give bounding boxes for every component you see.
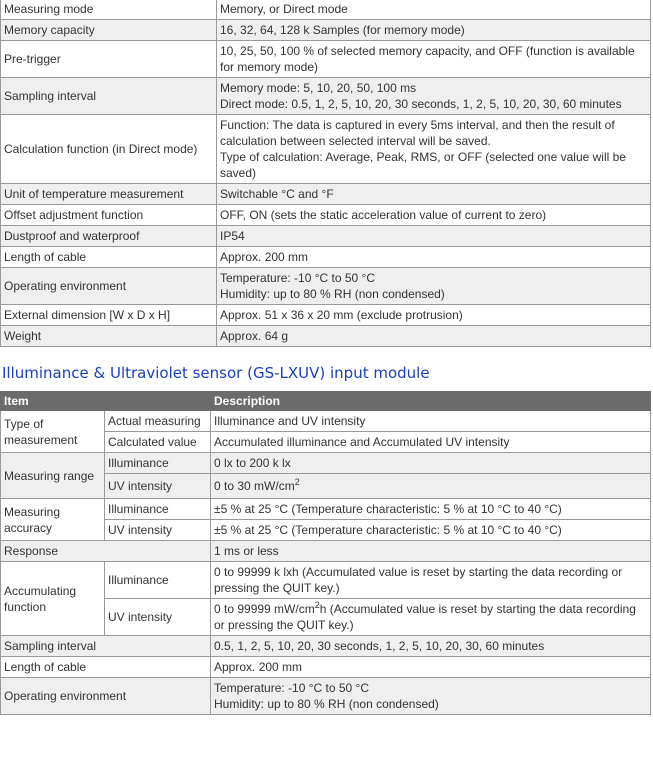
row-label: Sampling interval	[1, 78, 217, 115]
row-value	[217, 247, 651, 268]
row-value: 0 lx to 200 k lx	[211, 453, 651, 474]
row-label: Measuring mode	[1, 0, 217, 20]
value-line: Approx. 64 g	[220, 329, 289, 343]
value-line: IP54	[220, 229, 245, 243]
row-value	[217, 0, 651, 20]
table-row	[1, 184, 651, 205]
table-row	[1, 268, 651, 305]
row-label: Length of cable	[1, 657, 211, 678]
row-sublabel: Illuminance	[105, 453, 211, 474]
superscript: 2	[314, 600, 320, 610]
row-label: Weight	[1, 326, 217, 347]
table-row	[1, 678, 651, 715]
table-row	[1, 499, 651, 520]
row-label: Measuring range	[1, 453, 105, 499]
row-value: Approx. 200 mm	[211, 657, 651, 678]
row-label: Measuring accuracy	[1, 499, 105, 541]
value-text: 0 to 30 mW/cm	[214, 479, 295, 493]
row-value	[217, 226, 651, 247]
row-value	[217, 205, 651, 226]
table-row	[1, 326, 651, 347]
row-value: Accumulated illuminance and Accumulated UV intensity	[211, 432, 651, 453]
row-value	[211, 474, 651, 499]
header-item: Item	[1, 392, 211, 411]
row-sublabel: Calculated value	[105, 432, 211, 453]
value-line: Humidity: up to 80 % RH (non condensed)	[214, 697, 439, 711]
row-value	[211, 678, 651, 715]
value-text: h (Accumulated value is reset by starting the data recording or pressing the QUIT key.)	[214, 602, 636, 632]
row-value	[217, 326, 651, 347]
value-text: 0 to 99999 mW/cm	[214, 602, 315, 616]
table-row	[1, 20, 651, 41]
table-header-row	[1, 392, 651, 411]
row-label: Operating environment	[1, 678, 211, 715]
table-row	[1, 78, 651, 115]
value-line: Memory, or Direct mode	[220, 2, 348, 16]
row-sublabel: Actual measuring	[105, 411, 211, 432]
table-row	[1, 562, 651, 599]
superscript: 2	[294, 477, 300, 487]
table-row	[1, 0, 651, 20]
table-row	[1, 226, 651, 247]
value-line: Direct mode: 0.5, 1, 2, 5, 10, 20, 30 seconds, 1, 2, 5, 10, 20, 30, 60 minutes	[220, 97, 622, 111]
row-value	[211, 599, 651, 636]
row-label: Unit of temperature measurement	[1, 184, 217, 205]
table-row	[1, 411, 651, 432]
row-label: Type of measurement	[1, 411, 105, 453]
row-label: Pre-trigger	[1, 41, 217, 78]
value-line: Switchable °C and °F	[220, 187, 334, 201]
row-value: Illuminance and UV intensity	[211, 411, 651, 432]
table-row	[1, 453, 651, 474]
row-label: Offset adjustment function	[1, 205, 217, 226]
header-description: Description	[211, 392, 651, 411]
row-value: 1 ms or less	[211, 541, 651, 562]
row-label: Response	[1, 541, 211, 562]
row-sublabel: UV intensity	[105, 599, 211, 636]
row-label: Calculation function (in Direct mode)	[1, 115, 217, 184]
row-label: External dimension [W x D x H]	[1, 305, 217, 326]
value-line: Approx. 51 x 36 x 20 mm (exclude protrusion)	[220, 308, 463, 322]
row-value	[217, 78, 651, 115]
row-label: Dustproof and waterproof	[1, 226, 217, 247]
value-line: 10, 25, 50, 100 % of selected memory capacity, and OFF (function is available for memory mode)	[220, 44, 635, 74]
value-line: Temperature: -10 °C to 50 °C	[220, 271, 375, 285]
row-label: Memory capacity	[1, 20, 217, 41]
row-value	[217, 184, 651, 205]
row-sublabel: UV intensity	[105, 520, 211, 541]
row-value: 0.5, 1, 2, 5, 10, 20, 30 seconds, 1, 2, 5, 10, 20, 30, 60 minutes	[211, 636, 651, 657]
table-row	[1, 205, 651, 226]
row-value	[217, 20, 651, 41]
table-row	[1, 247, 651, 268]
row-label: Sampling interval	[1, 636, 211, 657]
table-row	[1, 541, 651, 562]
row-value	[217, 115, 651, 184]
value-line: Type of calculation: Average, Peak, RMS, or OFF (selected one value will be saved)	[220, 150, 626, 180]
row-sublabel: UV intensity	[105, 474, 211, 499]
row-value: ±5 % at 25 °C (Temperature characteristic: 5 % at 10 °C to 40 °C)	[211, 520, 651, 541]
spec-table-2	[0, 391, 651, 715]
spec-table-1	[0, 0, 651, 347]
row-value	[217, 268, 651, 305]
value-line: Memory mode: 5, 10, 20, 50, 100 ms	[220, 81, 417, 95]
value-line: Humidity: up to 80 % RH (non condensed)	[220, 287, 445, 301]
row-value	[217, 41, 651, 78]
value-line: Temperature: -10 °C to 50 °C	[214, 681, 369, 695]
row-label: Length of cable	[1, 247, 217, 268]
section-heading: Illuminance & Ultraviolet sensor (GS-LXUV) input module	[2, 364, 430, 382]
table-row	[1, 636, 651, 657]
row-value: 0 to 99999 k lxh (Accumulated value is reset by starting the data recording or pressing the QUIT key.)	[211, 562, 651, 599]
row-sublabel: Illuminance	[105, 562, 211, 599]
row-sublabel: Illuminance	[105, 499, 211, 520]
value-line: Function: The data is captured in every 5ms interval, and then the result of calculation between selected interval will be saved.	[220, 118, 615, 148]
row-label: Operating environment	[1, 268, 217, 305]
table-row	[1, 305, 651, 326]
table-row	[1, 657, 651, 678]
value-line: Approx. 200 mm	[220, 250, 309, 264]
row-value	[217, 305, 651, 326]
table-row	[1, 41, 651, 78]
row-label: Accumulating function	[1, 562, 105, 636]
row-value: ±5 % at 25 °C (Temperature characteristic: 5 % at 10 °C to 40 °C)	[211, 499, 651, 520]
value-line: 16, 32, 64, 128 k Samples (for memory mode)	[220, 23, 465, 37]
value-line: OFF, ON (sets the static acceleration value of current to zero)	[220, 208, 547, 222]
table-row	[1, 115, 651, 184]
